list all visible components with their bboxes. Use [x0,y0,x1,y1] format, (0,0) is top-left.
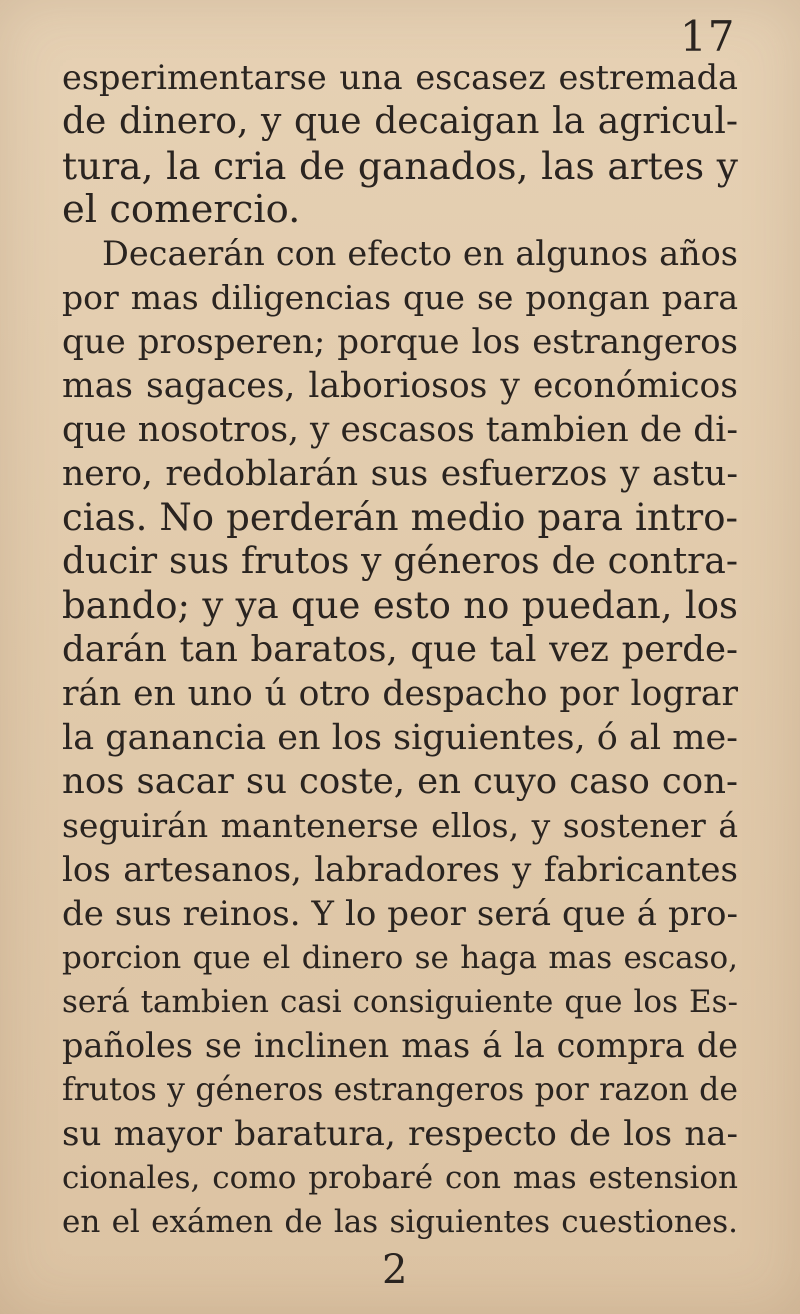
text-line: de dinero, y que decaigan la agricul- [62,101,738,142]
text-line: nos sacar su coste, en cuyo caso con- [62,761,738,802]
text-line: por mas diligencias que se pongan para [62,278,738,317]
text-line: el comercio. [62,187,301,232]
text-line: cionales, como probaré con mas estension [62,1160,738,1196]
text-line: nero, redoblarán sus esfuerzos y astu- [62,454,738,494]
text-line: ducir sus frutos y géneros de contra- [62,541,738,582]
text-line: Decaerán con efecto en algunos años [102,234,738,273]
text-line: que nosotros, y escasos tambien de di- [62,410,738,450]
text-line: de sus reinos. Y lo peor será que á pro- [62,894,738,934]
text-line: su mayor baratura, respecto de los na- [62,1114,738,1154]
text-line: darán tan baratos, que tal vez perde- [62,629,738,670]
text-line: frutos y géneros estrangeros por razon de [62,1072,738,1108]
text-line: tura, la cria de ganados, las artes y [62,144,738,188]
text-line: mas sagaces, laboriosos y económicos [62,366,738,406]
text-line: será tambien casi consiguiente que los Es- [62,984,738,1020]
body-text [62,56,738,1244]
page-number: 17 [680,12,736,61]
text-line: seguirán mantenerse ellos, y sostener á [62,806,738,845]
signature-mark: 2 [382,1247,408,1293]
text-line: bando; y ya que esto no puedan, los [62,584,738,627]
text-line: pañoles se inclinen mas á la compra de [62,1026,738,1065]
text-line: esperimentarse una escasez estremada [62,58,738,97]
text-line: que prosperen; porque los estrangeros [62,322,738,362]
text-line: la ganancia en los siguientes, ó al me- [62,718,738,758]
text-line: los artesanos, labradores y fabricantes [62,850,738,890]
text-line: rán en uno ú otro despacho por lograr [62,674,738,714]
text-line: cias. No perderán medio para intro- [62,496,738,539]
text-line: en el exámen de las siguientes cuestiones. [62,1204,738,1240]
text-line: porcion que el dinero se haga mas escaso, [62,940,738,976]
